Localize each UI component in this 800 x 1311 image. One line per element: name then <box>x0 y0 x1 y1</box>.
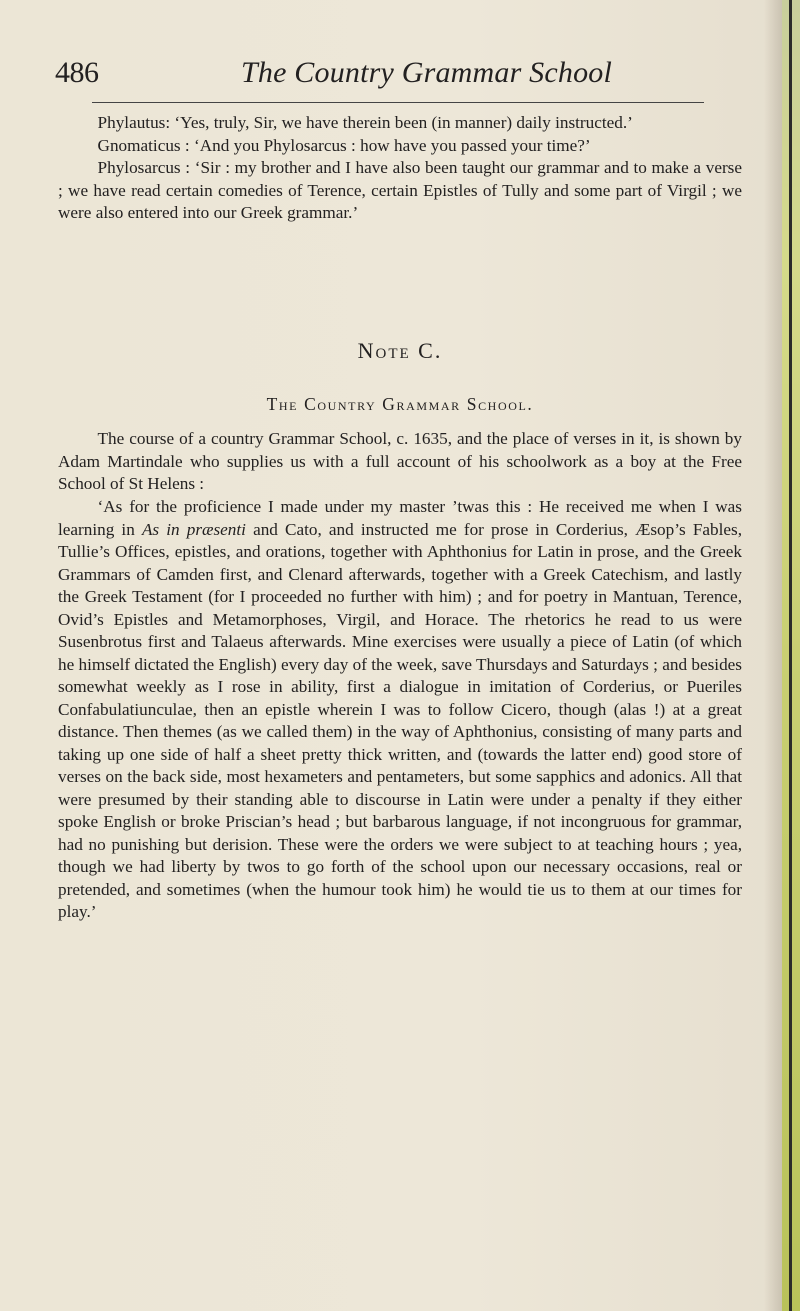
dialogue-text: ‘Sir : my brother and I have also been taught our grammar and to make a verse ; we have read certain comedies of Terence, certain Epistles of Tully and some part of Virgil ; we were also entered into our Greek grammar.’ <box>58 158 743 222</box>
italic-title: As in præsenti <box>141 519 246 539</box>
header-rule <box>92 102 704 103</box>
dialogue-line <box>58 135 742 158</box>
book-edge-line <box>789 0 792 1311</box>
page-gutter-shadow <box>764 0 782 1311</box>
page-header <box>0 56 782 96</box>
intro-paragraph <box>58 428 742 496</box>
speaker-name: Phylosarcus : <box>97 158 191 177</box>
section-heading: The Country Grammar School. <box>266 394 534 414</box>
dialogue-line <box>58 112 742 135</box>
dialogue-line <box>58 157 742 225</box>
intro-text: The course of a country Grammar School, c. 1635, and the place of verses in it, is shown by Adam Martindale who supplies us with a full account of his schoolwork as a boy at the Free School of St Helens : <box>58 429 742 493</box>
note-heading: Note C. <box>357 338 443 363</box>
quotation-paragraph <box>58 496 742 924</box>
running-title: The Country Grammar School <box>241 56 613 89</box>
page-number: 486 <box>55 56 99 89</box>
dialogue-text: ‘And you Phylosarcus : how have you passed your time?’ <box>189 135 591 155</box>
quotation-text <box>58 496 742 924</box>
speaker-name: Gnomaticus : <box>97 135 190 155</box>
dialogue-text: ‘Yes, truly, Sir, we have therein been (in manner) daily instructed.’ <box>170 113 633 132</box>
quotation-part: and Cato, and instructed me for prose in Corderius, Æsop’s Fables, Tullie’s Offices, epistles, and orations, together with Aphthonius for Latin in prose, and the Greek Grammars of Camden first, and Clenard afterwards, together with a Greek Catechism, and lastly the Greek Testament (for I proceeded no further with him) ; and for poetry in Mantuan, Terence, Ovid’s Epistles and Metamorphoses, Virgil, and Horace. The rhetorics he read to us were Susenbrotus first and Talaeus afterwards. Mine exercises were usually a piece of Latin (of which he himself dictated the English) every day of the week, save Thursdays and Saturdays ; and besides somewhat weekly as I rose in ability, first a dialogue in imitation of Corderius, or Pueriles Confabulatiunculae, then an epistle wherein I was to follow Cicero, though (alas !) at a great distance. Then themes (as we called them) in the way of Aphthonius, consisting of many parts and taking up one side of half a sheet pretty thick written, and (towards the latter end) good store of verses on the back side, most hexameters and pentameters, but some sapphics and adonics. All that were presumed by their standing able to discourse in Latin were under a penalty if they either spoke English or broke Priscian’s head ; but barbarous language, if not incongruous for grammar, had no punishing but derision. These were the orders we were subject to at teaching hours ; yea, though we had liberty by twos to go forth of the school upon our necessary occasions, real or pretended, and sometimes (when the humour took him) he would tie us to them at our times for play.’ <box>58 519 742 921</box>
quotation-part: ‘As for the proficience I made under my master ’twas this : He received me when I was learning in <box>58 497 742 539</box>
speaker-name: Phylautus: <box>97 113 171 132</box>
dialogue-section <box>58 112 742 225</box>
